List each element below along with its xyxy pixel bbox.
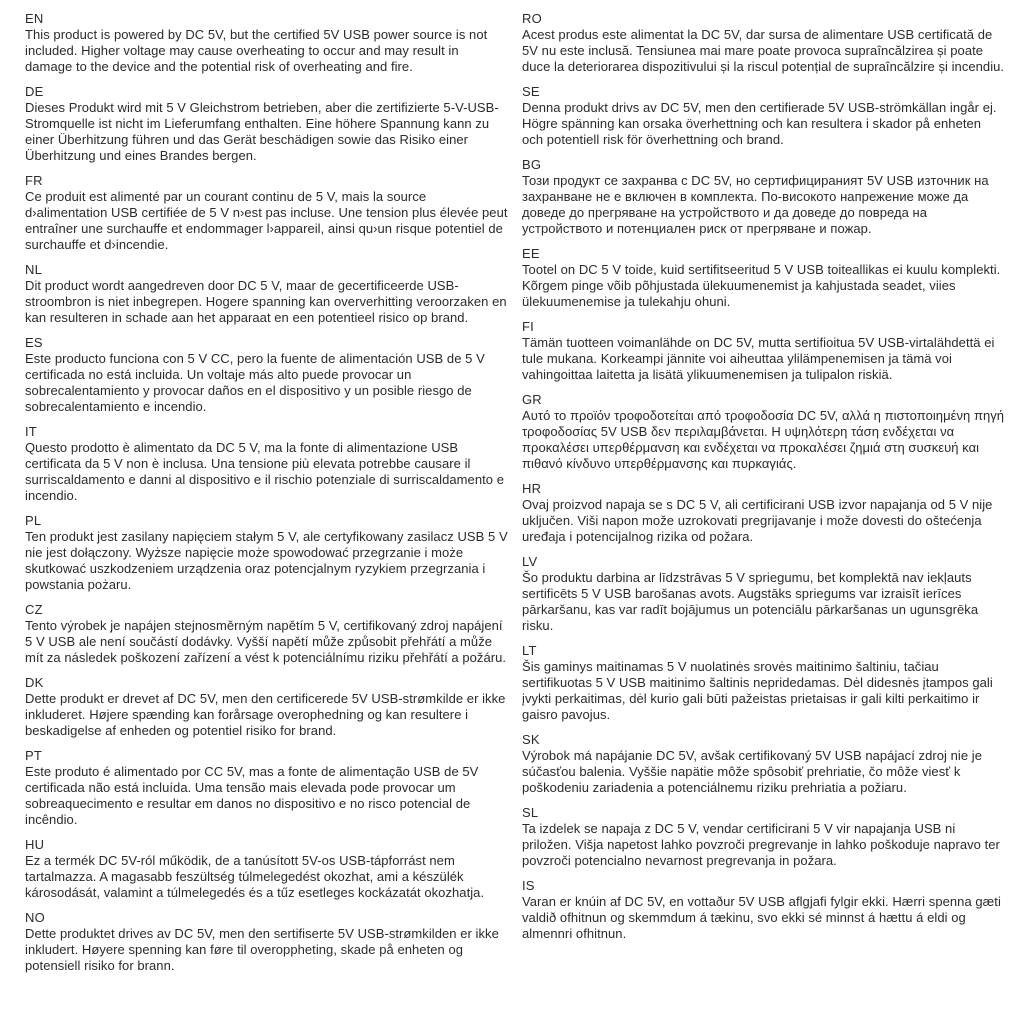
lang-warning-text: Dette produkt er drevet af DC 5V, men den certificerede 5V USB-strømkilde er ikke inkluderet. Højere spænding kan forårsage overophedning og kan resultere i beskadigelse af enheden og potentiel risiko for brand.: [25, 691, 506, 738]
lang-code-label: PT: [25, 748, 43, 763]
lang-code-label: CZ: [25, 602, 43, 617]
lang-code-label: HR: [522, 481, 542, 496]
lang-code-label: BG: [522, 157, 542, 172]
lang-section-no: [25, 910, 508, 974]
lang-warning-text: Ten produkt jest zasilany napięciem stałym 5 V, ale certyfikowany zasilacz USB 5 V nie jest dołączony. Wyższe napięcie może spowodować przegrzanie i może skutkować uszkodzeniem urządzenia oraz potencjalnym ryzykiem przegrzania i powstania pożaru.: [25, 529, 508, 592]
lang-section-pt: [25, 748, 508, 828]
lang-warning-text: Šo produktu darbina ar līdzstrāvas 5 V spriegumu, bet komplektā nav iekļauts sertificēts 5 V USB barošanas avots. Augstāks spriegums var izraisīt ierīces pārkaršanu, kas var radīt bojājumus un potenciālu pārkaršanas un ugunsgrēka risku.: [522, 570, 979, 633]
lang-warning-text: Dit product wordt aangedreven door DC 5 V, maar de gecertificeerde USB-stroombron is niet inbegrepen. Hogere spanning kan oververhitting veroorzaken en kan resulteren in schade aan het apparaat en een potentieel risico op brand.: [25, 278, 507, 325]
lang-warning-text: Αυτό το προϊόν τροφοδοτείται από τροφοδοσία DC 5V, αλλά η πιστοποιημένη πηγή τροφοδοσίας 5V USB δεν περιλαμβάνεται. Η υψηλότερη τάση ενδέχεται να προκαλέσει υπερθέρμανση και ενδέχεται να προκαλέσει ζημιά στη συσκευή και πιθανό κίνδυνο υπερθέρμανσης και πυρκαγιάς.: [522, 408, 1005, 471]
lang-section-cz: [25, 602, 508, 666]
lang-warning-text: Ez a termék DC 5V-ról működik, de a tanúsított 5V-os USB-tápforrást nem tartalmazza. A magasabb feszültség túlmelegedést okozhat, ami a készülék károsodását, valamint a túlmelegedés és a tűz esetleges kockázatát okozhatja.: [25, 853, 485, 900]
lang-warning-text: Този продукт се захранва с DC 5V, но сертифицираният 5V USB източник на захранване не е включен в комплекта. По-високото напрежение може да доведе до прегряване на устройството и да доведе до повреда на устройството и потенциален риск от прегряване и пожар.: [522, 173, 989, 236]
lang-code-label: IT: [25, 424, 37, 439]
lang-section-en: [25, 11, 508, 75]
lang-section-it: [25, 424, 508, 504]
left-column: [25, 11, 508, 1014]
lang-section-nl: [25, 262, 508, 326]
lang-code-label: LT: [522, 643, 537, 658]
lang-section-es: [25, 335, 508, 415]
lang-warning-text: Este produto é alimentado por CC 5V, mas a fonte de alimentação USB de 5V certificada não está incluída. Uma tensão mais elevada pode provocar um sobreaquecimento e resultar em danos no dispositivo e no risco potencial de incêndio.: [25, 764, 479, 827]
lang-section-fr: [25, 173, 508, 253]
lang-warning-text: Ce produit est alimenté par un courant continu de 5 V, mais la source d›alimentation USB certifiée de 5 V n›est pas incluse. Une tension plus élevée peut entraîner une surchauffe et endommager l›appareil, ainsi qu›un risque potentiel de surchauffe et d›incendie.: [25, 189, 508, 252]
lang-code-label: SE: [522, 84, 540, 99]
lang-code-label: ES: [25, 335, 43, 350]
lang-code-label: FR: [25, 173, 43, 188]
lang-code-label: DE: [25, 84, 44, 99]
right-column: [522, 11, 1005, 1014]
lang-code-label: GR: [522, 392, 542, 407]
lang-section-sl: [522, 805, 1005, 869]
lang-code-label: LV: [522, 554, 538, 569]
lang-warning-text: Tämän tuotteen voimanlähde on DC 5V, mutta sertifioitua 5V USB-virtalähdettä ei tule mukana. Korkeampi jännite voi aiheuttaa ylilämpenemisen ja tämä voi vahingoittaa laitetta ja lisätä ylikuumenemisen ja tulipalon riskiä.: [522, 335, 995, 382]
lang-warning-text: Tootel on DC 5 V toide, kuid sertifitseeritud 5 V USB toiteallikas ei kuulu komplekti. Kõrgem pinge võib põhjustada ülekuumenemist ja kahjustada seadet, viies ülekuumenemise ja tulekahju ohuni.: [522, 262, 1001, 309]
lang-section-fi: [522, 319, 1005, 383]
lang-code-label: NO: [25, 910, 45, 925]
lang-section-is: [522, 878, 1005, 942]
lang-section-se: [522, 84, 1005, 148]
lang-section-lt: [522, 643, 1005, 723]
lang-code-label: EE: [522, 246, 540, 261]
lang-warning-text: Dette produktet drives av DC 5V, men den sertifiserte 5V USB-strømkilden er ikke inkludert. Høyere spenning kan føre til overoppheting, skade på enheten og potensiell risiko for brann.: [25, 926, 499, 973]
lang-warning-text: Denna produkt drivs av DC 5V, men den certifierade 5V USB-strömkällan ingår ej. Högre spänning kan orsaka överhettning och kan resultera i skador på enheten och potentiell risk för överhettning och brand.: [522, 100, 997, 147]
lang-warning-text: Acest produs este alimentat la DC 5V, dar sursa de alimentare USB certificată de 5V nu este inclusă. Tensiunea mai mare poate provoca supraîncălzirea și poate duce la deteriorarea dispozitivului și la riscul potențial de supraîncălzire și incendiu.: [522, 27, 1005, 74]
lang-section-lv: [522, 554, 1005, 634]
lang-code-label: IS: [522, 878, 535, 893]
lang-section-dk: [25, 675, 508, 739]
lang-warning-text: Este producto funciona con 5 V CC, pero la fuente de alimentación USB de 5 V certificada no está incluida. Un voltaje más alto puede provocar un sobrecalentamiento y provocar daños en el dispositivo y un posible riesgo de sobrecalentamiento e incendio.: [25, 351, 485, 414]
lang-warning-text: Tento výrobek je napájen stejnosměrným napětím 5 V, certifikovaný zdroj napájení 5 V USB ale není součástí dodávky. Vyšší napětí může způsobit přehřátí a může mít za následek poškození zařízení a vést k potenciálnímu riziku přehřátí a požáru.: [25, 618, 507, 665]
lang-code-label: FI: [522, 319, 534, 334]
lang-code-label: RO: [522, 11, 542, 26]
lang-code-label: DK: [25, 675, 44, 690]
lang-section-bg: [522, 157, 1005, 237]
lang-warning-text: Šis gaminys maitinamas 5 V nuolatinės srovės maitinimo šaltiniu, tačiau sertifikuotas 5 V USB maitinimo šaltinis nepridedamas. Dėl didesnės įtampos gali įvykti perkaitimas, dėl kurio gali būti pažeistas prietaisas ir gali kilti perkaitimo ir gaisro pavojus.: [522, 659, 993, 722]
lang-code-label: SL: [522, 805, 539, 820]
lang-warning-text: This product is powered by DC 5V, but the certified 5V USB power source is not included. Higher voltage may cause overheating to occur and may result in damage to the device and the potential risk of overheating and fire.: [25, 27, 488, 74]
lang-warning-text: Výrobok má napájanie DC 5V, avšak certifikovaný 5V USB napájací zdroj nie je súčasťou balenia. Vyššie napätie môže spôsobiť prehriatie, čo môže viesť k poškodeniu zariadenia a potenciálnemu riziku prehriatia a požiaru.: [522, 748, 983, 795]
lang-section-hr: [522, 481, 1005, 545]
lang-code-label: NL: [25, 262, 43, 277]
lang-section-gr: [522, 392, 1005, 472]
lang-warning-text: Ta izdelek se napaja z DC 5 V, vendar certificirani 5 V vir napajanja USB ni priložen. Višja napetost lahko povzroči pregrevanje in lahko poškoduje napravo ter povzroči potencialno nevarnost pregrevanja in požara.: [522, 821, 1000, 868]
lang-code-label: EN: [25, 11, 44, 26]
lang-section-ee: [522, 246, 1005, 310]
lang-section-ro: [522, 11, 1005, 75]
lang-warning-text: Dieses Produkt wird mit 5 V Gleichstrom betrieben, aber die zertifizierte 5-V-USB-Stromquelle ist nicht im Lieferumfang enthalten. Eine höhere Spannung kann zu einer Überhitzung führen und das Gerät beschädigen sowie das Risiko einer Überhitzung und eines Brandes bergen.: [25, 100, 499, 163]
lang-code-label: HU: [25, 837, 45, 852]
lang-section-sk: [522, 732, 1005, 796]
lang-code-label: PL: [25, 513, 42, 528]
lang-warning-text: Ovaj proizvod napaja se s DC 5 V, ali certificirani USB izvor napajanja od 5 V nije uključen. Viši napon može uzrokovati pregrijavanje i može dovesti do oštećenja uređaja i potencijalnog rizika od požara.: [522, 497, 993, 544]
lang-section-pl: [25, 513, 508, 593]
lang-warning-text: Varan er knúin af DC 5V, en vottaður 5V USB aflgjafi fylgir ekki. Hærri spenna gæti valdið ofhitnun og skemmdum á tækinu, svo ekki sé minnst á hættu á eldi og almennri ofhitnun.: [522, 894, 1001, 941]
lang-code-label: SK: [522, 732, 540, 747]
lang-warning-text: Questo prodotto è alimentato da DC 5 V, ma la fonte di alimentazione USB certificata da 5 V non è inclusa. Una tensione più elevata potrebbe causare il surriscaldamento e danni al dispositivo e il rischio potenziale di surriscaldamento e incendio.: [25, 440, 504, 503]
lang-section-hu: [25, 837, 508, 901]
lang-section-de: [25, 84, 508, 164]
